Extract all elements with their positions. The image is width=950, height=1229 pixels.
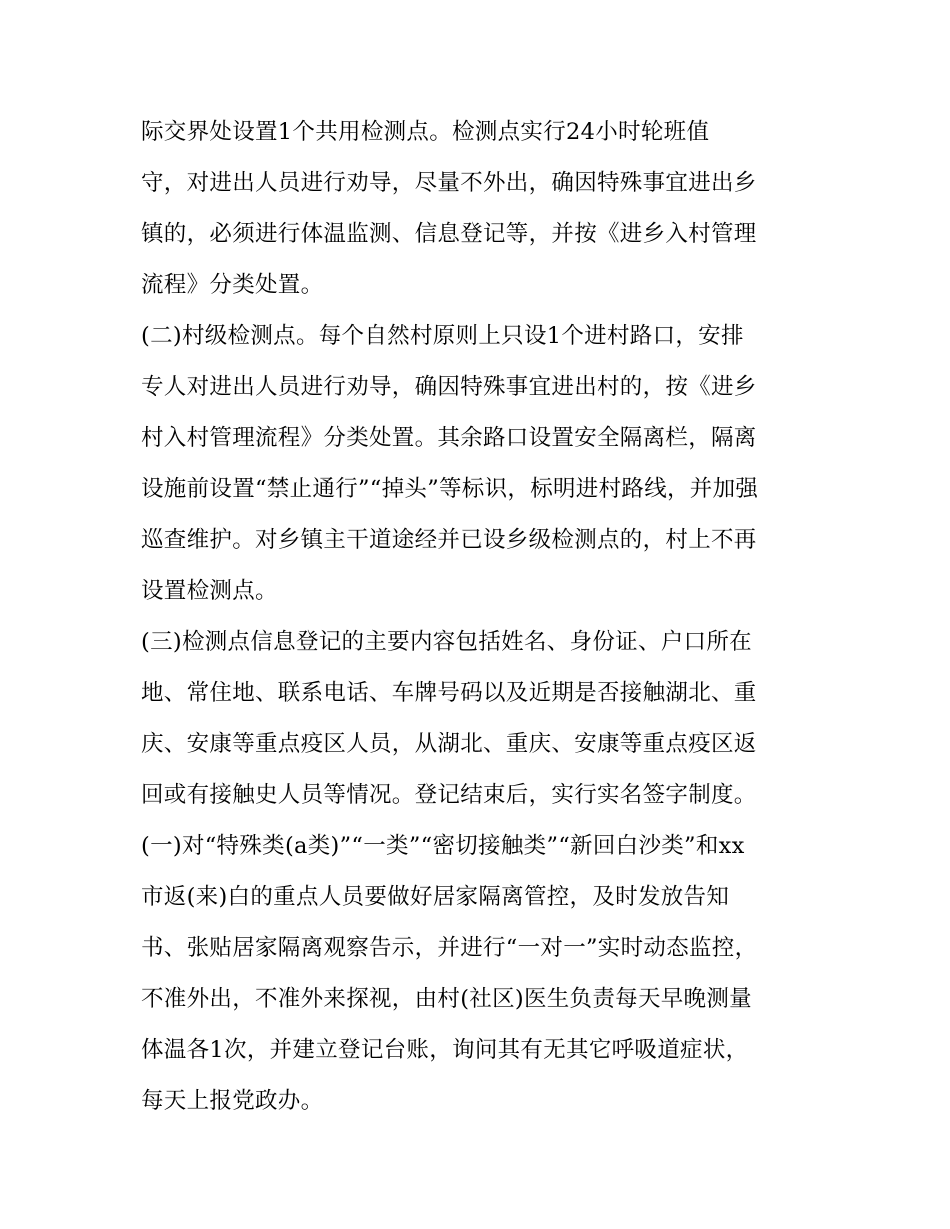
text-line: (一)对“特殊类(a类)”“一类”“密切接触类”“新回白沙类”和xx (141, 833, 745, 859)
text-line: 不准外出，不准外来探视，由村(社区)医生负责每天早晚测量 (141, 986, 752, 1012)
text-line: 体温各1次，并建立登记台账，询问其有无其它呼吸道症状， (141, 1037, 749, 1063)
text-line: 巡查维护。对乡镇主干道途经并已设乡级检测点的，村上不再 (141, 527, 757, 553)
text-line: 际交界处设置1个共用检测点。检测点实行24小时轮班值 (141, 119, 710, 145)
text-line: 书、张贴居家隔离观察告示，并进行“一对一”实时动态监控， (141, 935, 758, 961)
text-line: (三)检测点信息登记的主要内容包括姓名、身份证、户口所在 (141, 629, 752, 655)
text-line: 每天上报党政办。 (141, 1088, 324, 1114)
text-line: 镇的，必须进行体温监测、信息登记等，并按《进乡入村管理 (141, 221, 757, 247)
text-line: 设施前设置“禁止通行”“掉头”等标识，标明进村路线，并加强 (141, 476, 759, 502)
text-line: 庆、安康等重点疫区人员，从湖北、重庆、安康等重点疫区返 (141, 731, 757, 757)
text-line: 市返(来)白的重点人员要做好居家隔离管控，及时发放告知 (141, 884, 730, 910)
text-line: 流程》分类处置。 (141, 272, 324, 298)
text-line: 回或有接触史人员等情况。登记结束后，实行实名签字制度。 (141, 782, 757, 808)
text-line: 守，对进出人员进行劝导，尽量不外出，确因特殊事宜进出乡 (141, 170, 757, 196)
text-line: 村入村管理流程》分类处置。其余路口设置安全隔离栏，隔离 (141, 425, 757, 451)
document-body (141, 107, 821, 1127)
text-line: 设置检测点。 (141, 578, 278, 604)
text-line: 地、常住地、联系电话、车牌号码以及近期是否接触湖北、重 (141, 680, 757, 706)
text-line: 专人对进出人员进行劝导，确因特殊事宜进出村的，按《进乡 (141, 374, 757, 400)
text-line: (二)村级检测点。每个自然村原则上只设1个进村路口，安排 (141, 323, 744, 349)
